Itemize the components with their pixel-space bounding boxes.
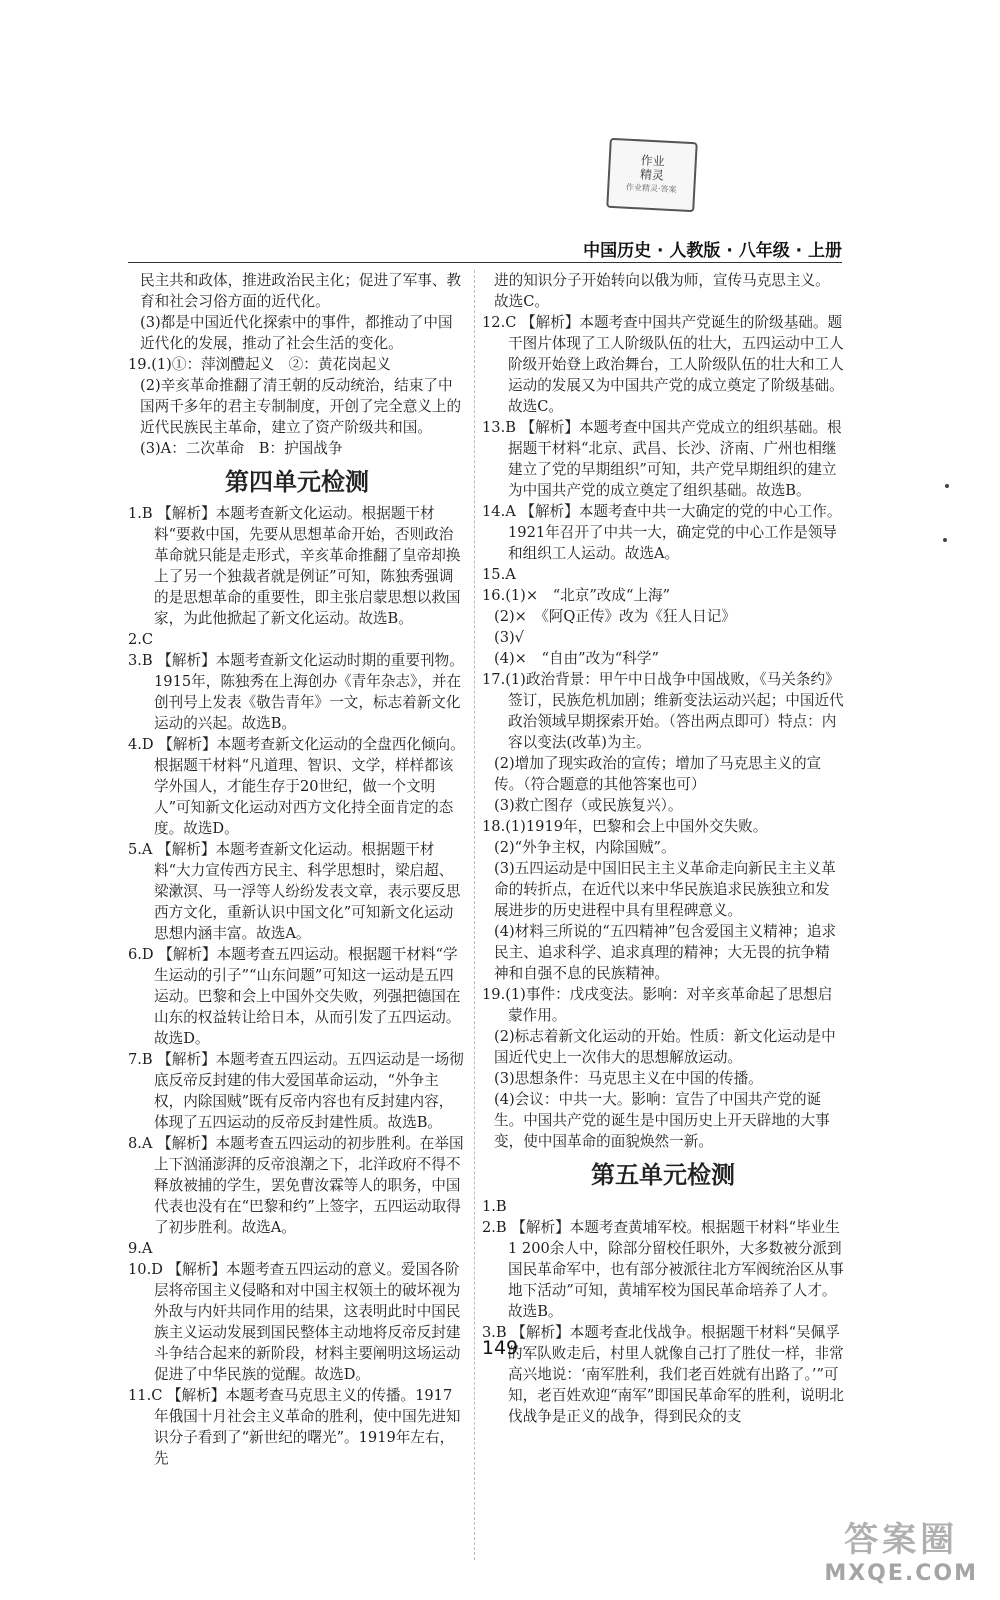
answer-entry: 16.(1)× “北京”改成“上海” [482,587,671,604]
answer-entry: (2)增加了现实政治的宣传；增加了马克思主义的宣传。（符合题意的其他答案也可） [494,755,822,793]
answer-entry: 2.B 【解析】本题考查黄埔军校。根据题干材料“毕业生1 200余人中，除部分留校任职外，大多数被分派到国民革命军中，也有部分被派往北方军阀统治区从事地下活动”可知，黄埔军校为国民革命培养了人才。故选B。 [482,1219,844,1320]
stamp-line-1: 作业 [640,153,666,169]
watermark-logo-text: 答案圈 [844,1520,959,1560]
answer-entry: (3)A：二次革命 B：护国战争 [140,440,343,457]
stamp-logo [606,138,698,213]
answer-entry: (2)“外争主权，内除国贼”。 [494,839,676,856]
stamp-line-3: 作业精灵·答案 [625,182,677,195]
answer-entry: 7.B 【解析】本题考查五四运动。五四运动是一场彻底反帝反封建的伟大爱国革命运动，“外争主权，内除国贼”既有反帝内容也有反封建内容，体现了五四运动的反帝反封建性质。故选B。 [128,1051,464,1131]
section-heading: 第五单元检测 [591,1161,735,1189]
answer-entry: 3.B 【解析】本题考查北伐战争。根据题干材料“吴佩孚的军队败走后，村里人就像自己打了胜仗一样，非常高兴地说：‘南军胜利，我们老百姓就有出路了。’”可知，老百姓欢迎“南军”即国民革命军的胜利，说明北伐战争是正义的战争，得到民众的支 [482,1324,844,1425]
margin-mark [943,538,947,542]
answer-entry: 19.(1)事件：戊戌变法。影响：对辛亥革命起了思想启蒙作用。 [482,986,833,1024]
right-column [482,270,844,1560]
answer-entry: 3.B 【解析】本题考查新文化运动时期的重要刊物。1915年，陈独秀在上海创办《青年杂志》，并在创刊号上发表《敬告青年》一文，标志着新文化运动的兴起。故选B。 [128,652,464,732]
stamp-line-2: 精灵 [639,167,665,183]
answer-entry: 10.D 【解析】本题考查五四运动的意义。爱国各阶层将帝国主义侵略和对中国主权领土的破坏视为外敌与内奸共同作用的结果，这表明此时中国民族主义运动发展到国民整体主动地将反帝反封建斗争结合起来的新阶段，材料主要阐明这场运动促进了中华民族的觉醒。故选D。 [128,1261,461,1383]
answer-entry: 2.C [128,631,154,648]
column-divider [474,270,475,1560]
header-rule [128,262,842,263]
left-column [128,270,466,1560]
answer-entry: (3)都是中国近代化探索中的事件，都推动了中国近代化的发展，推动了社会生活的变化。 [140,314,453,352]
answer-entry: 12.C 【解析】本题考查中国共产党诞生的阶级基础。题干图片体现了工人阶级队伍的壮大，五四运动中工人阶级开始登上政治舞台，工人阶级队伍的壮大和工人运动的发展又为中国共产党的成立奠定了阶级基础。故选C。 [482,314,844,415]
answer-entry: (3)五四运动是中国旧民主主义革命走向新民主主义革命的转折点，在近代以来中华民族追求民族独立和发展进步的历史进程中具有里程碑意义。 [494,860,836,919]
answer-entry: 民主共和政体，推进政治民主化；促进了军事、教育和社会习俗方面的近代化。 [140,272,462,310]
answer-entry: 11.C 【解析】本题考查马克思主义的传播。1917年俄国十月社会主义革命的胜利，使中国先进知识分子看到了“新世纪的曙光”。1919年左右，先 [128,1387,461,1467]
answer-entry: (2)× 《阿Q正传》改为《狂人日记》 [494,608,736,625]
answer-entry: 1.B 【解析】本题考查新文化运动。根据题干材料“要救中国，先要从思想革命开始，否则政治革命就只能是走形式，辛亥革命推翻了皇帝却换上了另一个独裁者就是例证”可知，陈独秀强调的是思想革命的重要性，即主张启蒙思想以救国家，为此他掀起了新文化运动。故选B。 [128,505,461,627]
answer-entry: (3)√ [494,629,524,646]
page-number: 149 [481,1337,519,1359]
answer-entry: (4)会议：中共一大。影响：宣告了中国共产党的诞生。中国共产党的诞生是中国历史上开天辟地的大事变，使中国革命的面貌焕然一新。 [494,1091,830,1150]
answer-entry: 8.A 【解析】本题考查五四运动的初步胜利。在举国上下汹涌澎湃的反帝浪潮之下，北洋政府不得不释放被捕的学生，罢免曹汝霖等人的职务，中国代表也没有在“巴黎和约”上签字，五四运动取得了初步胜利。故选A。 [128,1135,464,1236]
answer-entry: 18.(1)1919年，巴黎和会上中国外交失败。 [482,818,768,835]
page-header-title: 中国历史 · 人教版 · 八年级 · 上册 [583,241,842,261]
site-watermark [824,1512,978,1586]
answer-entry: 17.(1)政治背景：甲午中日战争中国战败，《马关条约》签订，民族危机加剧；维新变法运动兴起；中国近代政治领域早期探索开始。（答出两点即可）特点：内容以变法(改革)为主。 [482,671,844,751]
answer-entry: (4)材料三所说的“五四精神”包含爱国主义精神；追求民主、追求科学、追求真理的精神；大无畏的抗争精神和自强不息的民族精神。 [494,923,837,982]
watermark-url: MXQE.COM [824,1561,978,1586]
answer-entry: 1.B [482,1198,507,1215]
answer-entry: 15.A [482,566,516,583]
answer-entry: (3)救亡图存（或民族复兴）。 [494,797,683,814]
answer-entry: 进的知识分子开始转向以俄为师，宣传马克思主义。故选C。 [494,272,830,310]
answer-entry: (2)辛亥革命推翻了清王朝的反动统治，结束了中国两千多年的君主专制制度，开创了完全意义上的近代民族民主革命，建立了资产阶级共和国。 [140,377,462,436]
answer-entry: 4.D 【解析】本题考查新文化运动的全盘西化倾向。根据题干材料“凡道理、智识、文学，样样都该学外国人，才能生存于20世纪，做一个文明人”可知新文化运动对西方文化持全面肯定的态度。故选D。 [128,736,465,837]
answer-entry: (2)标志着新文化运动的开始。性质：新文化运动是中国近代史上一次伟大的思想解放运动。 [494,1028,836,1066]
answer-entry: 5.A 【解析】本题考查新文化运动。根据题干材料“大力宣传西方民主、科学思想时，梁启超、梁漱溟、马一浮等人纷纷发表文章，表示要反思西方文化，重新认识中国文化”可知新文化运动思想内涵丰富。故选A。 [128,841,461,942]
answer-entry: (3)思想条件：马克思主义在中国的传播。 [494,1070,763,1087]
answer-entry: 9.A [128,1240,153,1257]
answer-entry: (4)× “自由”改为“科学” [494,650,659,667]
answer-entry: 13.B 【解析】本题考查中国共产党成立的组织基础。根据题干材料“北京、武昌、长沙、济南、广州也相继建立了党的早期组织”可知，共产党早期组织的建立为中国共产党的成立奠定了组织基础。故选B。 [482,419,842,499]
margin-mark [945,484,949,488]
answer-entry: 19.(1)①：萍浏醴起义 ②：黄花岗起义 [128,356,391,373]
answer-entry: 6.D 【解析】本题考查五四运动。根据题干材料“学生运动的引子”“山东问题”可知这一运动是五四运动。巴黎和会上中国外交失败，列强把德国在山东的权益转让给日本，从而引发了五四运动。故选D。 [128,946,461,1047]
answer-entry: 14.A 【解析】本题考查中共一大确定的党的中心工作。1921年召开了中共一大，确定党的中心工作是领导和组织工人运动。故选A。 [482,503,842,562]
section-heading: 第四单元检测 [225,468,369,496]
